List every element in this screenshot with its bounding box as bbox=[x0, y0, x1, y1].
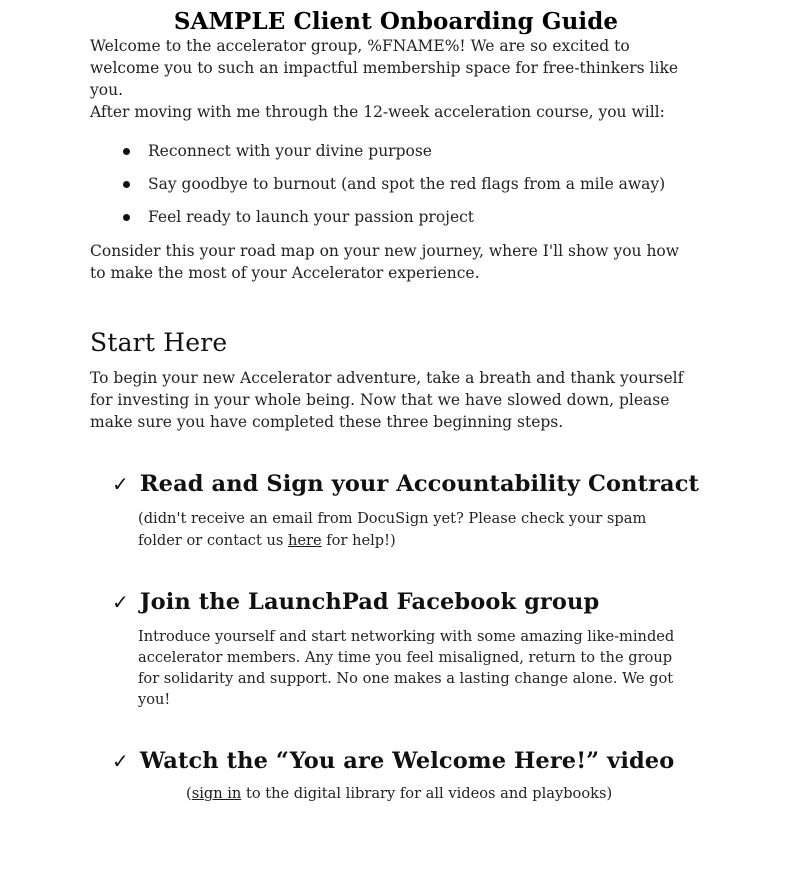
course-lead-in-paragraph: After moving with me through the 12-week acceleration course, you will: bbox=[90, 103, 665, 121]
sign-in-link[interactable]: sign in bbox=[191, 785, 242, 803]
list-item: Feel ready to launch your passion project bbox=[120, 207, 702, 227]
roadmap-paragraph: Consider this your road map on your new journey, where I'll show you how to make the most of your Accelerator experience. bbox=[90, 242, 680, 283]
step-title-1: Read and Sign your Accountability Contract bbox=[139, 471, 699, 498]
step-item-1 bbox=[90, 471, 702, 550]
help-link[interactable]: here bbox=[287, 531, 322, 549]
checkmark-icon: ✓ bbox=[112, 749, 129, 774]
page-title bbox=[0, 8, 792, 35]
document-body bbox=[0, 35, 792, 805]
title-rest: Client Onboarding Guide bbox=[285, 8, 619, 35]
title-sample-prefix: SAMPLE bbox=[173, 8, 286, 35]
step-heading-2 bbox=[112, 589, 702, 615]
intro-paragraph: Welcome to the accelerator group, %FNAME%! We are so excited to welcome you to such an impactful membership space for free-thinkers like you. bbox=[90, 37, 679, 99]
step-item-3 bbox=[90, 748, 702, 804]
list-item: Say goodbye to burnout (and spot the red flags from a mile away) bbox=[120, 174, 702, 194]
step-body-3 bbox=[186, 783, 702, 804]
list-item: Reconnect with your divine purpose bbox=[120, 141, 702, 161]
step-body-1-text-after: for help!) bbox=[321, 531, 396, 549]
outcomes-list bbox=[90, 141, 702, 227]
checkmark-icon: ✓ bbox=[112, 589, 129, 614]
step-heading-3 bbox=[112, 748, 702, 774]
checkmark-icon: ✓ bbox=[112, 472, 129, 497]
step-body-3-text-after: to the digital library for all videos and playbooks) bbox=[241, 785, 613, 803]
step-body-1-text-before: (didn't receive an email from DocuSign yet? Please check your spam folder or contact us bbox=[138, 510, 647, 549]
section-heading-start-here: Start Here bbox=[90, 328, 228, 358]
step-body-1 bbox=[138, 508, 678, 550]
document-page bbox=[0, 8, 792, 885]
step-body-3-text-before: ( bbox=[186, 785, 192, 803]
step-item-2 bbox=[90, 589, 702, 711]
step-heading-1 bbox=[112, 471, 702, 497]
section-paragraph: To begin your new Accelerator adventure, take a breath and thank yourself for investing in your whole being. Now that we have slowed down, please make sure you have completed these three beginning steps. bbox=[90, 369, 684, 432]
step-body-2: Introduce yourself and start networking with some amazing like-minded accelerator members. Any time you feel misaligned, return to the group for solidarity and support. No one makes a lasting change alone. We got you! bbox=[138, 627, 675, 709]
step-title-3: Watch the “You are Welcome Here!” video bbox=[139, 748, 675, 775]
step-title-2: Join the LaunchPad Facebook group bbox=[139, 588, 600, 615]
